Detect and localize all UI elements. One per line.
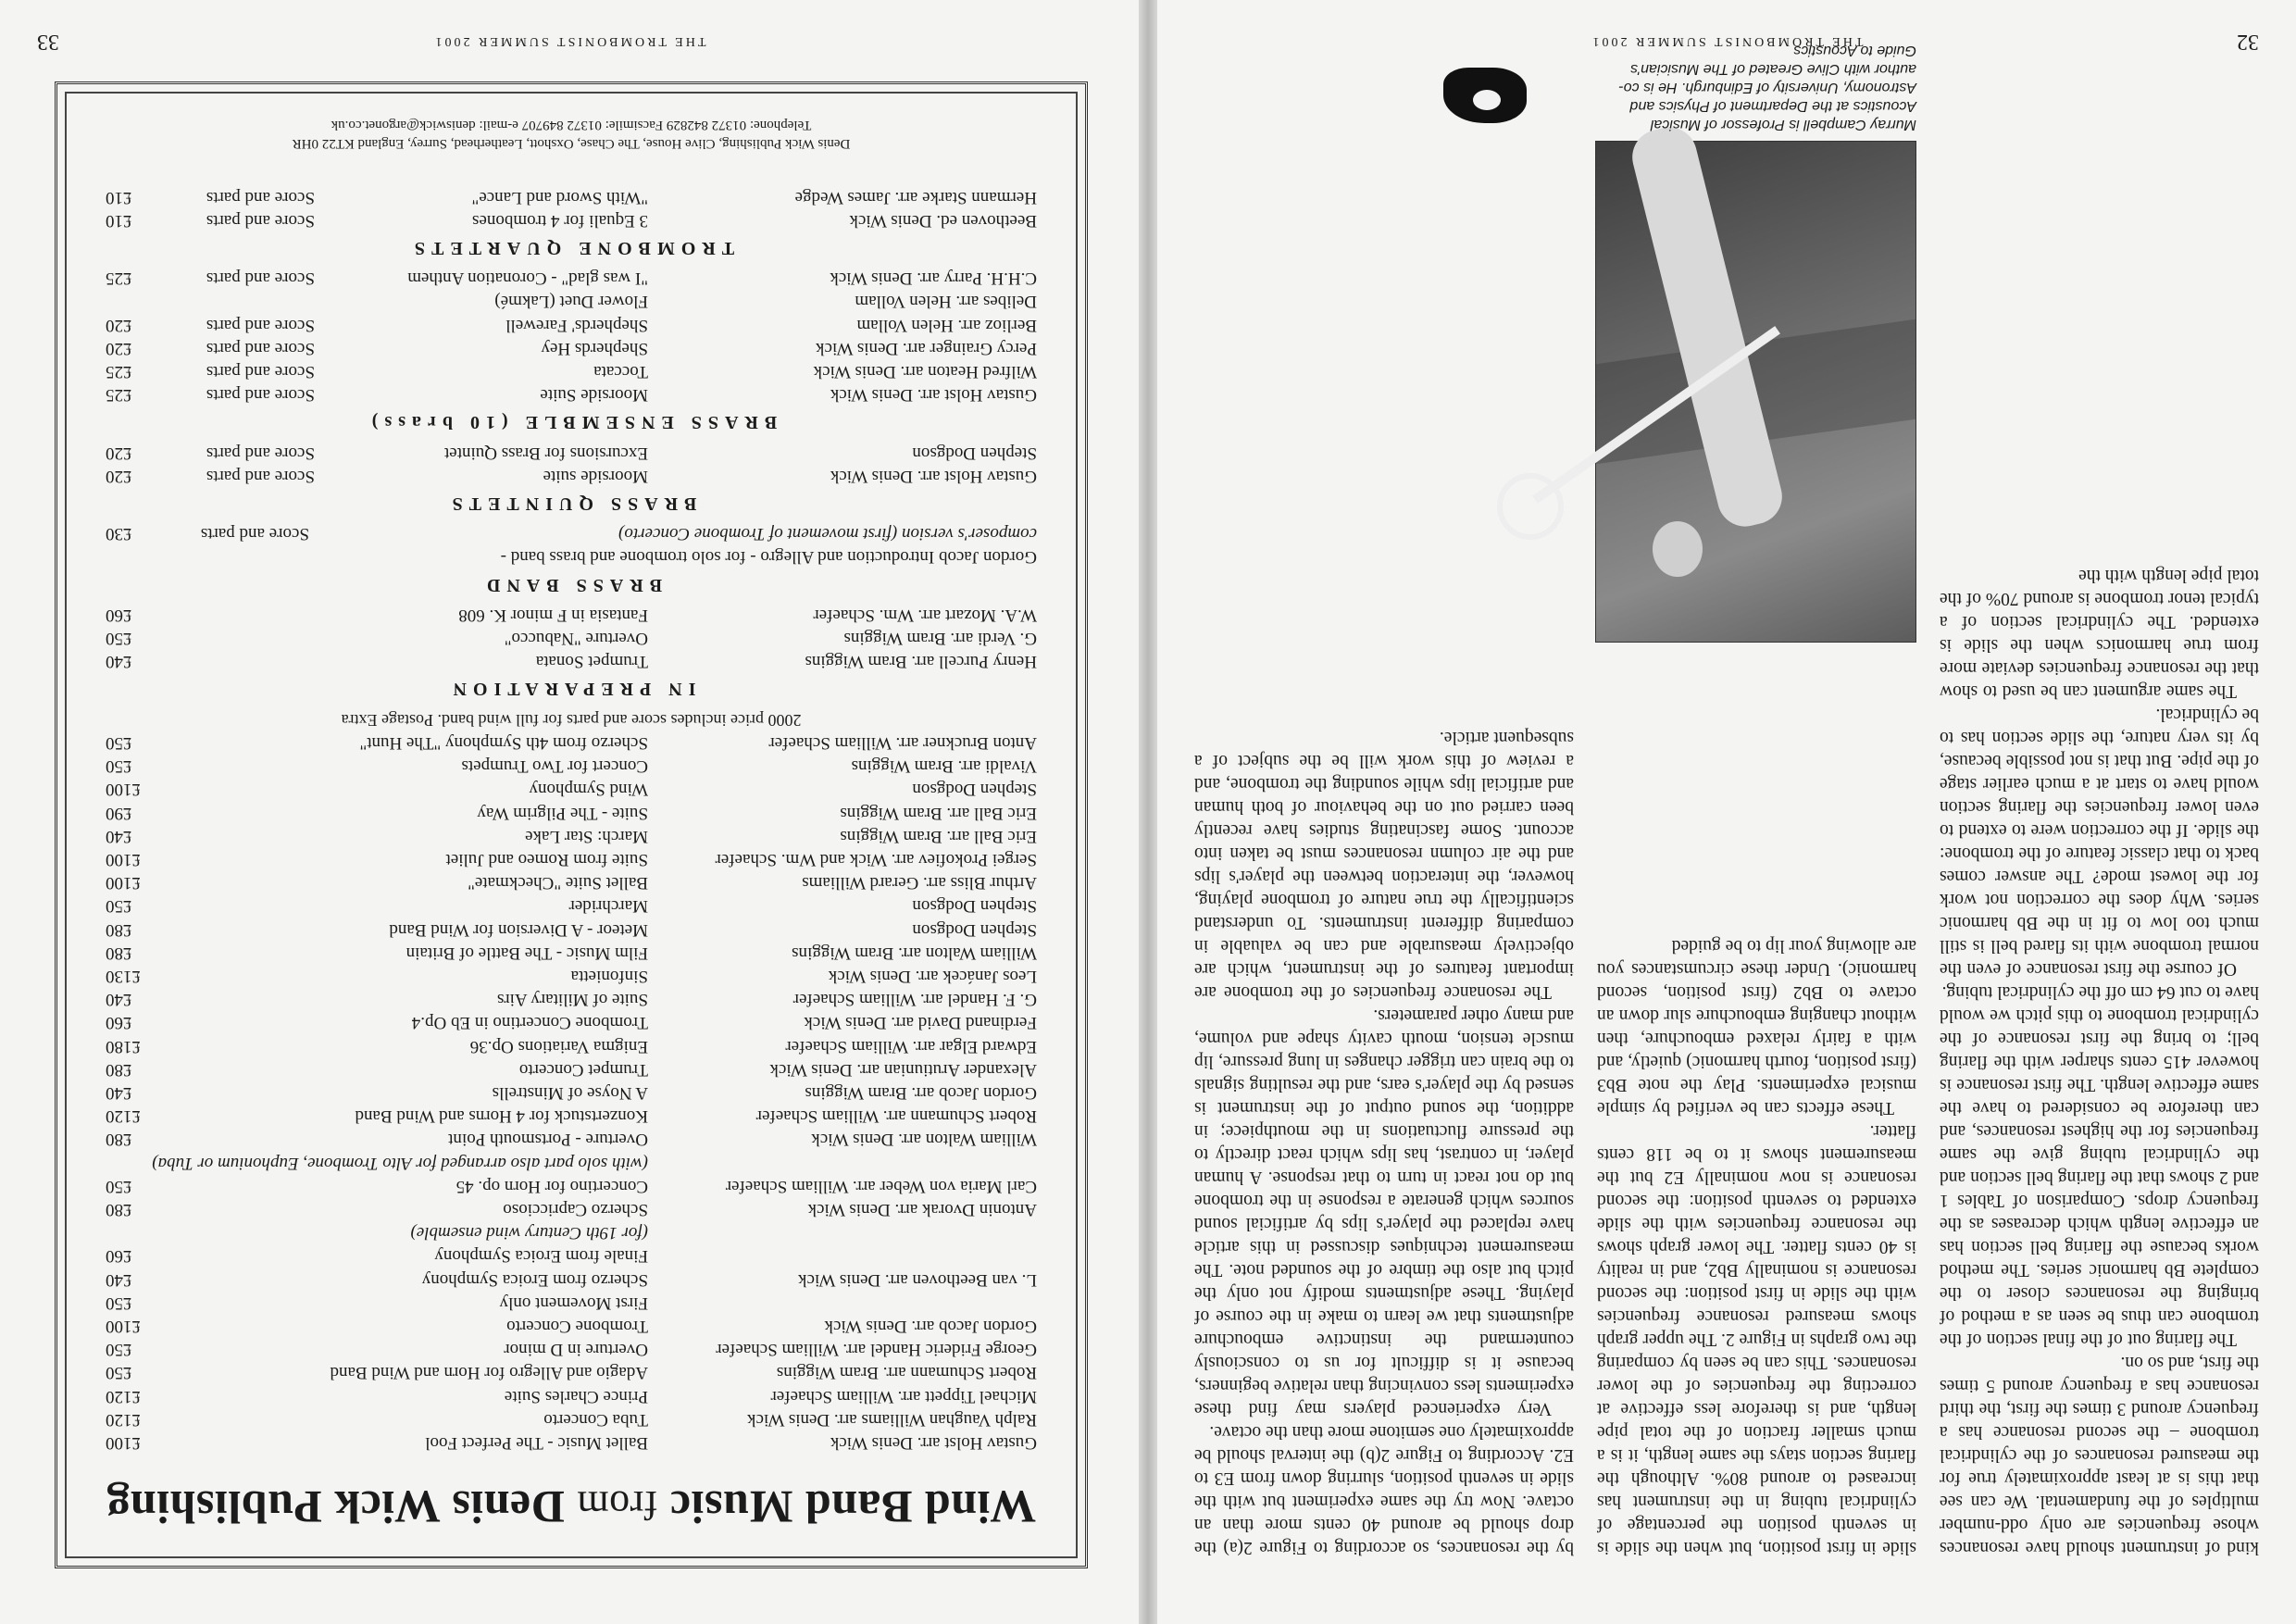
- running-header: THE TROMBONIST SUMMER 2001: [1590, 34, 1864, 48]
- catalogue-row: [106, 604, 1037, 627]
- catalogue-row: [106, 1244, 1037, 1268]
- price: £180: [106, 1036, 141, 1056]
- composer-arranger: C.H.H. Parry arr. Denis Wick: [830, 269, 1037, 289]
- catalogue-row: [106, 290, 1037, 313]
- catalogue-row: [106, 1268, 1037, 1291]
- catalogue-row: [106, 441, 1037, 464]
- work-title: Trombone Concerto: [506, 1316, 648, 1336]
- work-title: Suite from Romeo and Juliet: [445, 849, 648, 869]
- composer-arranger: W.A. Mozart arr. Wm. Schaefer: [813, 605, 1037, 625]
- work-title: Moorside Suite: [540, 385, 648, 406]
- work-title: "With Sword and Lance": [471, 187, 648, 207]
- work-title: Scherzo Capriccioso: [503, 1199, 648, 1219]
- composer-arranger: Henry Purcell arr. Bram Wiggins: [805, 652, 1037, 672]
- catalogue-row: [106, 465, 1037, 488]
- price: £40: [106, 1082, 132, 1103]
- section-heading: BRASS QUINTETS: [445, 493, 697, 515]
- composer-arranger: William Walton arr. Bram Wiggins: [792, 943, 1037, 963]
- price: £80: [106, 1059, 132, 1080]
- composer-arranger: Hermann Starke arr. James Wedge: [794, 187, 1037, 207]
- work-title: Overture in D minor: [504, 1340, 648, 1360]
- paragraph: The same argument can be used to show that the resonance frequencies deviate more from true harmonics when the slide is extended. The cylindrical section of a typical tenor trombone is around 70% of the total pipe length with the: [1940, 566, 2259, 701]
- article-column-2: [1597, 934, 1916, 1559]
- work-title: Fantasia in F minor K. 608: [458, 605, 648, 625]
- composer-arranger: Michael Tippett arr. William Schaefer: [770, 1386, 1037, 1406]
- price: £40: [106, 652, 132, 672]
- composer-arranger: Beethoven ed. Denis Wick: [849, 210, 1037, 231]
- paragraph: slide in first position, but when the slide is in seventh position the percentage of cylindrical tubing in the instrument has increased to around 80%. Although the flaring section stays the same length, it is a much smaller fraction of the total pipe length, and is therefore less effective at correcting the frequencies of the lower resonances. This can be seen by comparing the two graphs in Figure 2. The upper graph shows measured resonance frequencies with the slide in first position: the second resonance is nominally Bb2, and in reality is 40 cents flatter. The lower graph shows the resonance frequencies with the slide extended to seventh position: the second resonance is now nominally E2 but the measurement shows it to be 118 cents flatter.: [1597, 1121, 1916, 1557]
- dog-figure: [1443, 68, 1527, 123]
- catalogue-row: [106, 1058, 1037, 1081]
- price: £20: [106, 466, 132, 486]
- price: £50: [106, 1363, 132, 1383]
- price: £100: [106, 849, 141, 869]
- price: £90: [106, 803, 132, 823]
- composer-arranger: Leos Janácek arr. Denis Wick: [828, 966, 1037, 986]
- composer-arranger: Berlioz arr. Helen Vollam: [856, 315, 1037, 335]
- price: £25: [106, 362, 132, 382]
- composer-arranger: Gustav Holst arr. Denis Wick: [830, 385, 1037, 406]
- format-label: Score and parts: [206, 338, 315, 358]
- composer-arranger: Stephen Dodgson: [912, 443, 1037, 463]
- catalogue-row: [106, 209, 1037, 232]
- catalogue-row: [106, 1384, 1037, 1407]
- catalogue-row: [106, 627, 1037, 650]
- page-gutter: [1139, 0, 1157, 1624]
- work-title: Scherzo from Eroica Symphony: [421, 1269, 648, 1290]
- catalogue-row: [106, 894, 1037, 918]
- paragraph: The flaring out of the final section of the trombone can thus be seen as a method of bringing the resonances closer to the complete Bb harmonic series. The method works because the flaring bell section has an effective length which decreases as the frequency drops. Comparison of Tables 1 and 2 shows that the flaring bell section and the cylindrical tubing give the same frequencies for the highest resonances, and can therefore be considered to have the same effective length. The first resonance is however 415 cents sharper with the flaring bell; to bring the first resonance of the cylindrical trombone to this pitch we would have to cut 64 cm off the cylindrical tubing.: [1940, 982, 2259, 1349]
- price: £40: [106, 1269, 132, 1290]
- work-title: 3 Equali for 4 trombones: [472, 210, 648, 231]
- catalogue-row: [106, 778, 1037, 801]
- work-title: Toccata: [593, 362, 648, 382]
- catalogue-row: [106, 313, 1037, 336]
- composer-arranger: G. F. Handel arr. William Schaefer: [792, 990, 1037, 1010]
- composer-arranger: Gordon Jacob arr. Denis Wick: [824, 1316, 1037, 1336]
- article-column-3: [1194, 726, 1574, 1559]
- work-title: Concert for Two Trumpets: [461, 756, 648, 777]
- composer-arranger: Percy Grainger arr. Denis Wick: [816, 338, 1037, 358]
- brass-band-entry: composer's version (first movement of Trombone Concerto) Score and parts £30: [106, 524, 1037, 544]
- work-title: Film Music - The Battle of Britain: [406, 943, 648, 963]
- price: £10: [106, 210, 132, 231]
- author-bio: Murray Campbell is Professor of Musical Acoustics at the Department of Physics and Astronomy, University of Edinburgh. He is co-author with Clive Greated of The Musician's Guide to Acoustics: [1618, 43, 1916, 132]
- work-title: Prince Charles Suite: [504, 1386, 648, 1406]
- price: £20: [106, 338, 132, 358]
- price: £100: [106, 873, 141, 893]
- price: £80: [106, 919, 132, 940]
- composer-arranger: [648, 1244, 1037, 1268]
- price: £25: [106, 385, 132, 406]
- format-label: Score and parts: [206, 362, 315, 382]
- article-page: [1157, 0, 2296, 1624]
- price: £120: [106, 1409, 141, 1430]
- composer-arranger: [648, 1292, 1037, 1315]
- work-title: Trombone Concertino in Eb Op.4: [411, 1013, 648, 1033]
- price: £50: [106, 732, 132, 753]
- work-title: Suite of Military Airs: [496, 990, 648, 1010]
- work-title: Trumpet Concerto: [518, 1059, 648, 1080]
- catalogue-row: [106, 731, 1037, 755]
- composer-arranger: G. Verdi arr. Bram Wiggins: [843, 629, 1037, 649]
- section-heading: BRASS BAND: [480, 574, 663, 595]
- work-title: Scherzo from 4th Symphony "The Hunt": [359, 732, 648, 753]
- work-title: Finale from Eroica Symphony: [434, 1246, 648, 1267]
- work-title: Meteor - A Diversion for Wind Band: [389, 919, 648, 940]
- composer-arranger: Robert Schumann arr. William Schaefer: [755, 1106, 1037, 1127]
- advert-page: [0, 0, 1139, 1624]
- work-title: Flower Duet (Lakmé): [494, 292, 648, 312]
- work-title: Ballet Suite "Checkmate": [468, 873, 648, 893]
- price: £100: [106, 1433, 141, 1453]
- format-label: Score and parts: [206, 443, 315, 463]
- catalogue-row: [106, 871, 1037, 894]
- catalogue-row: [106, 988, 1037, 1011]
- format-label: Score and parts: [206, 466, 315, 486]
- composer-arranger: Anton Bruckner arr. William Schaefer: [768, 732, 1037, 753]
- catalogue-row: [106, 1034, 1037, 1057]
- catalogue-row: [106, 1338, 1037, 1361]
- composer-arranger: Ferdinand David arr. Denis Wick: [804, 1013, 1037, 1033]
- catalogue-row: [106, 1408, 1037, 1431]
- catalogue-row: [106, 965, 1037, 988]
- work-title: "I was glad" - Coronation Anthem: [407, 269, 648, 289]
- composer-arranger: Wilfred Heaton arr. Denis Wick: [813, 362, 1037, 382]
- composer-arranger: Stephen Dodgson: [912, 919, 1037, 940]
- composer-arranger: Vivaldi arr. Bram Wiggins: [851, 756, 1037, 777]
- catalogue-row: [106, 383, 1037, 406]
- page-number: 32: [2237, 30, 2259, 54]
- price: £120: [106, 1386, 141, 1406]
- composer-arranger: Ralph Vaughan Williams arr. Denis Wick: [747, 1409, 1037, 1430]
- catalogue-row: [106, 360, 1037, 383]
- catalogue-row: [106, 1081, 1037, 1105]
- paragraph: kind of instrument should have resonances whose frequencies are only odd-number multiples of the fundamental. We can see that this is at least approximately true for the measured resonances of the cylindrical trombone – the second resonance has a frequency around 3 times the first, the third resonance has a frequency around 5 times the first, and so on.: [1940, 1353, 2259, 1557]
- price: £40: [106, 826, 132, 846]
- work-title: Excursions for Brass Quintet: [443, 443, 648, 463]
- work-title: Sinfonietta: [570, 966, 648, 986]
- price: £100: [106, 780, 141, 800]
- catalogue-list: [106, 185, 1037, 1455]
- work-title: Suite - The Pilgrim Way: [477, 803, 648, 823]
- catalogue-note: (with solo part also arranged for Alto Trombone, Euphonium or Tuba): [152, 1153, 648, 1173]
- price: £80: [106, 943, 132, 963]
- price: £50: [106, 896, 132, 917]
- work-title: March: Star Lake: [525, 826, 648, 846]
- price: £60: [106, 1246, 132, 1267]
- composer-arranger: William Walton arr. Denis Wick: [811, 1130, 1037, 1150]
- catalogue-row: [106, 1361, 1037, 1384]
- catalogue-row: [106, 1128, 1037, 1151]
- format-label: Score and parts: [206, 210, 315, 231]
- catalogue-row: [106, 650, 1037, 673]
- work-title: Adagio and Allegro for Horn and Wind Band: [330, 1363, 648, 1383]
- work-title: Moorside suite: [543, 466, 648, 486]
- section-heading: TROMBONE QUARTETS: [407, 238, 735, 259]
- catalogue-row: [106, 825, 1037, 848]
- running-header: THE TROMBONIST SUMMER 2001: [432, 34, 706, 48]
- work-title: Ballet Music - The Perfect Fool: [425, 1433, 648, 1453]
- catalogue-row: [106, 848, 1037, 871]
- composer-arranger: Antonin Dvorak arr. Denis Wick: [807, 1199, 1037, 1219]
- composer-arranger: Edward Elgar arr. William Schaefer: [785, 1036, 1037, 1056]
- price: £20: [106, 443, 132, 463]
- work-title: Concertino for Horn op. 45: [455, 1176, 648, 1196]
- price: £50: [106, 629, 132, 649]
- paragraph: by the resonances, so according to Figure 2(a) the drop should be around 40 cents more than an octave. Now try the same experiment but with the slide in seventh position, slurring down from E3 to E2. According to Figure 2(b) the interval should be approximately one semitone more than the octave.: [1194, 1422, 1574, 1557]
- price: £50: [106, 1293, 132, 1313]
- composer-arranger: Gustav Holst arr. Denis Wick: [830, 466, 1037, 486]
- format-label: Score and parts: [206, 187, 315, 207]
- work-title: First Movement only: [499, 1293, 648, 1313]
- work-title: A Noyse of Minstrells: [492, 1082, 648, 1103]
- paragraph: These effects can be verified by simple musical experiments. Play the note Bb3 (first position, fourth harmonic) quietly, and with a fairly relaxed embouchure, then without changing embouchure slur down an octave to Bb2 (first position, second harmonic). Under these circumstances you are allowing your lip to be guided: [1597, 936, 1916, 1118]
- price: £60: [106, 1013, 132, 1033]
- catalogue-row: [106, 801, 1037, 824]
- work-title: Konzertstuck for 4 Horns and Wind Band: [355, 1106, 648, 1127]
- composer-arranger: Alexander Arutiunian arr. Denis Wick: [769, 1059, 1037, 1080]
- price: £50: [106, 1176, 132, 1196]
- publisher-address: Denis Wick Publishing, Clive House, The Chase, Oxshott, Leatherhead, Surrey, England KT22 0HR: [292, 136, 851, 151]
- section-heading: IN PREPARATION: [446, 679, 696, 700]
- work-title: Tuba Concerto: [543, 1409, 648, 1430]
- advert-title: Wind Band Music from Denis Wick Publishing: [106, 1481, 1037, 1533]
- paragraph: The resonance frequencies of the trombone are important features of the instrument, which are objectively measurable and can be valuable in comparing different instruments. To understand scientifically the true nature of trombone playing, however, the interaction between the player's lips and the air column resonances must be taken into account. Some fascinating studies have recently been carried out on the behaviour of both human and artificial lips while sounding the trombone, and a review of this work will be the subject of a subsequent article.: [1194, 728, 1574, 1002]
- brass-band-entry: Gordon Jacob Introduction and Allegro - for solo trombone and brass band -: [500, 547, 1037, 568]
- catalogue-row: [106, 1175, 1037, 1198]
- catalogue-row: [106, 1105, 1037, 1128]
- composer-arranger: Carl Maria von Weber arr. William Schaefer: [725, 1176, 1037, 1196]
- composer-arranger: Arthur Bliss arr. Gerard Williams: [802, 873, 1037, 893]
- catalogue-row: [106, 1011, 1037, 1034]
- catalogue-row: [106, 1315, 1037, 1338]
- advert-box: [55, 81, 1088, 1568]
- catalogue-row: [106, 918, 1037, 941]
- price: [106, 290, 170, 313]
- work-title: Marchrider: [568, 896, 648, 917]
- publisher-phone: Telephone: 01372 842829 Facsimile: 01372 849707 e-mail: deniswick@argonet.co.uk: [331, 118, 812, 132]
- price: £80: [106, 1130, 132, 1150]
- catalogue-row: [106, 942, 1037, 965]
- price: £120: [106, 1106, 141, 1127]
- price: £60: [106, 605, 132, 625]
- catalogue-row: [106, 267, 1037, 290]
- work-title: Overture "Nabucco": [504, 629, 648, 649]
- composer-arranger: George Frideric Handel arr. William Schaefer: [716, 1340, 1037, 1360]
- catalogue-row: [106, 185, 1037, 208]
- price: £50: [106, 1340, 132, 1360]
- composer-arranger: Stephen Dodgson: [912, 896, 1037, 917]
- price: £20: [106, 315, 132, 335]
- format-label: Score and parts: [206, 315, 315, 335]
- format-label: Score and parts: [206, 269, 315, 289]
- work-title: Trumpet Sonata: [535, 652, 648, 672]
- price: £40: [106, 990, 132, 1010]
- work-title: Wind Symphony: [529, 780, 648, 800]
- catalogue-row: [106, 755, 1037, 778]
- work-title: Shepherds' Farewell: [505, 315, 648, 335]
- price: £10: [106, 187, 132, 207]
- composer-arranger: Sergei Prokofiev arr. Wick and Wm. Schaefer: [715, 849, 1037, 869]
- composer-arranger: Robert Schumann arr. Bram Wiggins: [776, 1363, 1037, 1383]
- price: £25: [106, 269, 132, 289]
- composer-arranger: Eric Ball arr. Bram Wiggins: [840, 803, 1037, 823]
- article-column-1: [1940, 564, 2259, 1559]
- price: £80: [106, 1199, 132, 1219]
- composer-arranger: Delibes arr. Helen Vollam: [855, 292, 1037, 312]
- composer-arranger: Stephen Dodgson: [912, 780, 1037, 800]
- catalogue-note: (for 19th Century wind ensemble): [410, 1223, 648, 1243]
- section-heading: BRASS ENSEMBLE (10 brass): [365, 412, 778, 433]
- page-number: 33: [37, 30, 59, 54]
- catalogue-row: [106, 1431, 1037, 1455]
- work-title: Overture - Portsmouth Point: [448, 1130, 648, 1150]
- work-title: Shepherds Hey: [541, 338, 648, 358]
- work-title: Enigma Variations Op.36: [469, 1036, 648, 1056]
- paragraph: Of course the first resonance of even the normal trombone with its flared bell is still much too low to fit in the Bb harmonic series. Why does the correction not work for the lowest mode? The answer comes back to that classic feature of the trombone: the slide. If the correction were to extend to even lower frequencies the flaring section would have to start at a much earlier stage of the pipe. But that is not possible because, by its very nature, the slide section has to be cylindrical.: [1940, 705, 2259, 979]
- format-label: Score and parts: [206, 385, 315, 406]
- paragraph: Very experienced players may find these experiments less convincing than relative beginners, because it is difficult for us to consciously countermand the instinctive embouchure adjustments that we learn to make in the course of playing. These adjustments modify not only the pitch but also the timbre of the sounded note. The measurement techniques discussed in this article have replaced the player's lips by artificial sound sources which generate a response in the trombone but do not react in turn to that response. A human player, in contrast, has lips which react directly to the pressure fluctuations in the mouthpiece; in addition, the sound output of the instrument is sensed by the player's ears, and the resulting signals to the brain can trigger changes in lung pressure, lip muscle tension, mouth cavity shape and volume, and many other parameters.: [1194, 1006, 1574, 1418]
- catalogue-row: [106, 1198, 1037, 1221]
- catalogue-row: [106, 1292, 1037, 1315]
- format-label: [170, 290, 315, 313]
- trombonist-photo: [1595, 141, 1916, 643]
- price: £130: [106, 966, 141, 986]
- price: £100: [106, 1316, 141, 1336]
- price: £50: [106, 756, 132, 777]
- composer-arranger: Gordon Jacob arr. Bram Wiggins: [805, 1082, 1037, 1103]
- composer-arranger: L. van Beethoven arr. Denis Wick: [798, 1269, 1037, 1290]
- composer-arranger: Eric Ball arr. Bram Wiggins: [840, 826, 1037, 846]
- composer-arranger: Gustav Holst arr. Denis Wick: [830, 1433, 1037, 1453]
- price-note: 2000 price includes score and parts for full wind band. Postage Extra: [341, 710, 802, 730]
- catalogue-row: [106, 337, 1037, 360]
- publisher-contact: [94, 116, 1048, 153]
